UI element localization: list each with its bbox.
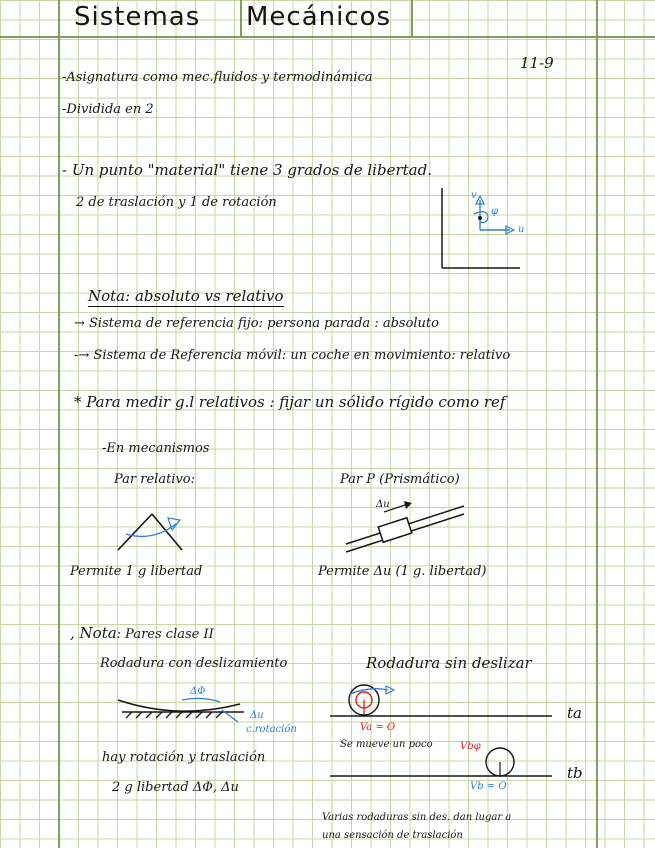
label-par-relativo: Par relativo:	[114, 472, 196, 487]
line-traslacion-rotacion: 2 de traslación y 1 de rotación	[76, 195, 277, 210]
line-punto-material: - Un punto "material" tiene 3 grados de libertad.	[62, 161, 432, 179]
revolute-pair-figure	[112, 500, 202, 556]
line-referencia-fijo: → Sistema de referencia fijo: persona parada : absoluto	[74, 316, 439, 331]
rolling-se-mueve-label: Se mueve un poco	[340, 739, 433, 750]
title-part1: Sistemas	[74, 2, 201, 32]
date: 11-9	[520, 54, 554, 72]
prismatic-pair-figure	[340, 498, 480, 558]
label-par-prismatico: Par P (Prismático)	[340, 472, 460, 487]
axes-figure	[436, 188, 526, 274]
rolling-vbphi-label: Vbφ	[460, 741, 481, 752]
line-mecanismos: -En mecanismos	[102, 441, 210, 456]
rolling-ta-label: ta	[567, 704, 582, 722]
line-asignatura: -Asignatura como mec.fluidos y termodinámica	[62, 70, 373, 85]
line-dividida: -Dividida en 2	[62, 102, 154, 117]
label-2gl: 2 g libertad ΔΦ, Δu	[112, 780, 239, 795]
sliding-du-label: Δu	[250, 710, 264, 721]
margin-line-right	[596, 0, 598, 848]
header-line	[0, 36, 655, 38]
axis-label-phi: φ	[491, 206, 499, 217]
rolling-tb-label: tb	[567, 764, 583, 782]
sliding-crotacion-label: c.rotación	[246, 724, 297, 735]
axis-label-v: v	[471, 190, 477, 201]
label-rodadura-sin: Rodadura sin deslizar	[366, 654, 532, 672]
line-referencia-movil: -→ Sistema de Referencia móvil: un coche en movimiento: relativo	[74, 348, 511, 363]
axis-label-u: u	[518, 224, 525, 235]
rolling-vb-label: Vb = O	[470, 781, 507, 792]
margin-line-left	[58, 0, 60, 848]
prismatic-du-label: Δu	[376, 499, 390, 510]
rolling-figure	[330, 684, 570, 784]
nota-pares-prefix	[70, 624, 214, 642]
label-permite-du: Permite Δu (1 g. libertad)	[318, 564, 487, 579]
label-hay-rotacion: hay rotación y traslación	[102, 750, 266, 765]
title-divider-end	[411, 0, 413, 38]
nota-word: , Nota	[70, 624, 117, 642]
note-varias-rodaduras-2: una sensación de traslación	[322, 830, 463, 841]
sliding-roll-figure	[112, 694, 252, 730]
line-medir-gl: * Para medir g.l relativos : fijar un sólido rígido como ref	[74, 393, 506, 411]
rolling-va-label: Va = O	[360, 722, 396, 733]
sliding-dphi-label: ΔΦ	[190, 686, 206, 697]
label-permite-1gl: Permite 1 g libertad	[70, 564, 203, 579]
label-rodadura-con: Rodadura con deslizamiento	[100, 656, 288, 671]
title-divider	[240, 0, 242, 38]
title-part2: Mecánicos	[246, 2, 392, 32]
nota-absoluto-relativo: Nota: absoluto vs relativo	[88, 287, 284, 305]
note-varias-rodaduras-1: Varias rodaduras sin des. dan lugar a	[322, 812, 512, 823]
nota-pares-clase: : Pares clase II	[116, 627, 214, 642]
